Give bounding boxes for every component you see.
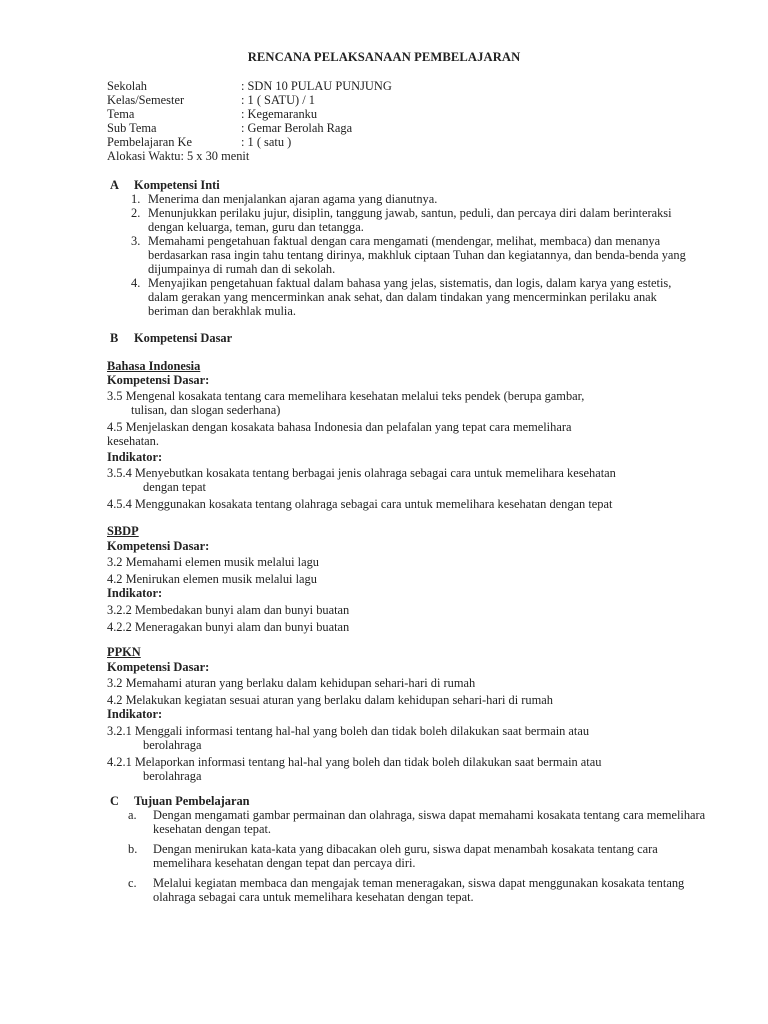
- kd-label: Kompetensi Dasar:: [107, 539, 210, 553]
- entry-continuation: kesehatan.: [107, 434, 159, 448]
- item-text: Dengan mengamati gambar permainan dan olahraga, siswa dapat memahami kosakata tentang cara memelihara kesehatan dengan tepat.: [153, 808, 706, 836]
- info-value: : Kegemaranku: [241, 107, 318, 121]
- info-row-alokasi: Alokasi Waktu: 5 x 30 menit: [107, 149, 250, 163]
- indikator-entry: 3.2.2 Membedakan bunyi alam dan bunyi buatan: [107, 603, 350, 617]
- indikator-label: Indikator:: [107, 586, 163, 600]
- indikator-entry: [107, 466, 732, 494]
- item-text: Memahami pengetahuan faktual dengan cara mengamati (mendengar, melihat, membaca) dan menanya berdasarkan rasa ingin tahu tentang dirinya, makhluk ciptaan Tuhan dan kegiatannya, dan benda-benda yang dijumpainya di rumah dan di sekolah.: [148, 234, 686, 276]
- entry-continuation: tulisan, dan slogan sederhana): [131, 403, 281, 417]
- item-text: Melalui kegiatan membaca dan mengajak teman meneragakan, siswa dapat menggunakan kosakata tentang olahraga sebagai cara untuk memelihara kesehatan dengan tepat.: [153, 876, 685, 904]
- entry-first-line: 3.5.4 Menyebutkan kosakata tentang berbagai jenis olahraga sebagai cara untuk memelihara kesehatan: [107, 466, 616, 480]
- item-number: 2.: [131, 206, 141, 220]
- list-item: [126, 876, 706, 904]
- kompetensi-inti-list: [131, 192, 691, 318]
- entry-first-line: 3.2.1 Menggali informasi tentang hal-hal yang boleh dan tidak boleh dilakukan saat bermain atau: [107, 724, 590, 738]
- info-value: : 1 ( satu ): [241, 135, 292, 149]
- indikator-entry: [107, 755, 732, 783]
- list-item: [131, 206, 691, 234]
- item-text: Menerima dan menjalankan ajaran agama yang dianutnya.: [148, 192, 438, 206]
- info-label: Sekolah: [107, 79, 147, 93]
- kd-label: Kompetensi Dasar:: [107, 373, 210, 387]
- item-marker: a.: [128, 808, 137, 822]
- list-item: [131, 192, 691, 206]
- subject-title: Bahasa Indonesia: [107, 359, 201, 373]
- section-letter: C: [110, 794, 119, 808]
- entry-continuation: dengan tepat: [143, 480, 206, 494]
- indikator-label: Indikator:: [107, 707, 163, 721]
- section-label: Tujuan Pembelajaran: [134, 794, 250, 808]
- info-value: : 1 ( SATU) / 1: [241, 93, 315, 107]
- indikator-label: Indikator:: [107, 450, 163, 464]
- subject-title: PPKN: [107, 645, 141, 659]
- list-item: [131, 234, 691, 276]
- subject-bahasa-indonesia: [107, 359, 732, 511]
- subject-title: SBDP: [107, 524, 139, 538]
- kd-entry: 4.2 Melakukan kegiatan sesuai aturan yang berlaku dalam kehidupan sehari-hari di rumah: [107, 693, 553, 707]
- subject-sbdp: [107, 524, 732, 634]
- item-number: 1.: [131, 192, 141, 206]
- list-item: [126, 808, 706, 836]
- kd-entry: 3.2 Memahami elemen musik melalui lagu: [107, 555, 319, 569]
- document-title: RENCANA PELAKSANAAN PEMBELAJARAN: [247, 50, 521, 64]
- kd-entry: 4.2 Menirukan elemen musik melalui lagu: [107, 572, 317, 586]
- info-value: : Gemar Berolah Raga: [241, 121, 353, 135]
- item-text: Menunjukkan perilaku jujur, disiplin, tanggung jawab, santun, peduli, dan percaya diri dalam berinteraksi dengan keluarga, teman, guru dan tetangga.: [148, 206, 672, 234]
- indikator-entry: [107, 724, 732, 752]
- subject-ppkn: [107, 645, 732, 783]
- item-number: 3.: [131, 234, 141, 248]
- entry-continuation: berolahraga: [143, 738, 202, 752]
- item-marker: c.: [128, 876, 137, 890]
- entry-first-line: 4.2.1 Melaporkan informasi tentang hal-hal yang boleh dan tidak boleh dilakukan saat bermain atau: [107, 755, 602, 769]
- entry-first-line: 4.5.4 Menggunakan kosakata tentang olahraga sebagai cara untuk memelihara kesehatan dengan tepat: [107, 497, 613, 511]
- entry-first-line: 3.5 Mengenal kosakata tentang cara memelihara kesehatan melalui teks pendek (berupa gambar,: [107, 389, 585, 403]
- kd-entry: [107, 420, 732, 448]
- entry-continuation: berolahraga: [143, 769, 202, 783]
- kd-label: Kompetensi Dasar:: [107, 660, 210, 674]
- info-value: : SDN 10 PULAU PUNJUNG: [241, 79, 392, 93]
- item-number: 4.: [131, 276, 141, 290]
- info-label: Kelas/Semester: [107, 93, 185, 107]
- indikator-entry: [107, 497, 732, 511]
- section-letter: B: [110, 331, 119, 345]
- info-label: Sub Tema: [107, 121, 157, 135]
- section-label: Kompetensi Dasar: [134, 331, 233, 345]
- item-text: Dengan menirukan kata-kata yang dibacakan oleh guru, siswa dapat menambah kosakata tentang cara memelihara kesehatan dengan tepat dan percaya diri.: [153, 842, 658, 870]
- list-item: [131, 276, 691, 318]
- item-text: Menyajikan pengetahuan faktual dalam bahasa yang jelas, sistematis, dan logis, dalam karya yang estetis, dalam gerakan yang mencerminkan anak sehat, dan dalam tindakan yang mencerminkan perilaku anak beriman dan berakhlak mulia.: [148, 276, 672, 318]
- entry-first-line: 4.5 Menjelaskan dengan kosakata bahasa Indonesia dan pelafalan yang tepat cara memelihara: [107, 420, 572, 434]
- section-letter: A: [110, 178, 119, 192]
- list-item: [126, 842, 706, 870]
- info-label: Pembelajaran Ke: [107, 135, 192, 149]
- indikator-entry: 4.2.2 Meneragakan bunyi alam dan bunyi buatan: [107, 620, 350, 634]
- item-marker: b.: [128, 842, 138, 856]
- section-label: Kompetensi Inti: [134, 178, 220, 192]
- kd-entry: 3.2 Memahami aturan yang berlaku dalam kehidupan sehari-hari di rumah: [107, 676, 476, 690]
- kd-entry: [107, 389, 732, 417]
- info-label: Tema: [107, 107, 135, 121]
- tujuan-list: [126, 808, 706, 910]
